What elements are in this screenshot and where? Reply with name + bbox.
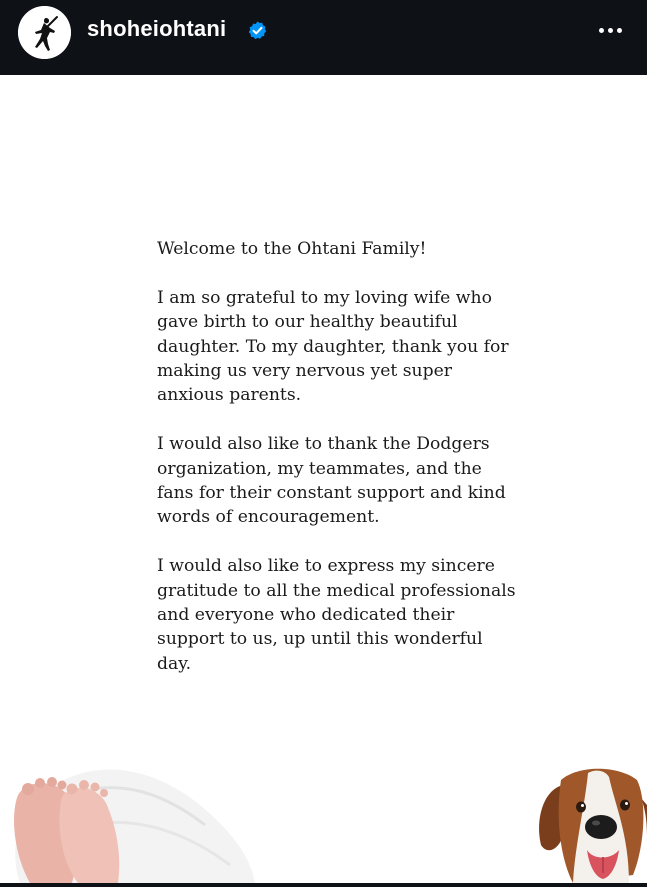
more-dot-icon xyxy=(608,28,613,33)
letter-paragraph: I would also like to thank the Dodgers organization, my teammates, and the fans for their constant support and kind words of encouragement. xyxy=(157,434,506,528)
more-options-button[interactable] xyxy=(590,18,630,42)
dog-illustration xyxy=(533,765,647,883)
player-silhouette-icon xyxy=(18,6,71,59)
verified-badge-icon xyxy=(247,20,268,41)
bottom-divider xyxy=(0,883,647,887)
letter-paragraph: I would also like to express my sincere gratitude to all the medical professionals and everyone who dedicated their support to us, up until this wonderful day. xyxy=(157,556,516,674)
profile-avatar[interactable] xyxy=(18,6,71,59)
letter-paragraph: Welcome to the Ohtani Family! xyxy=(157,239,427,259)
letter-paragraph: I am so grateful to my loving wife who gave birth to our healthy beautiful daughter. To my daughter, thank you for making us very nervous yet super anxious parents. xyxy=(157,287,509,406)
more-dot-icon xyxy=(617,28,622,33)
post-header xyxy=(0,0,647,75)
baby-feet-illustration xyxy=(0,755,260,883)
username[interactable]: shoheiohtani xyxy=(87,16,227,41)
post-image[interactable] xyxy=(0,75,647,883)
announcement-letter xyxy=(157,237,517,676)
more-dot-icon xyxy=(599,28,604,33)
